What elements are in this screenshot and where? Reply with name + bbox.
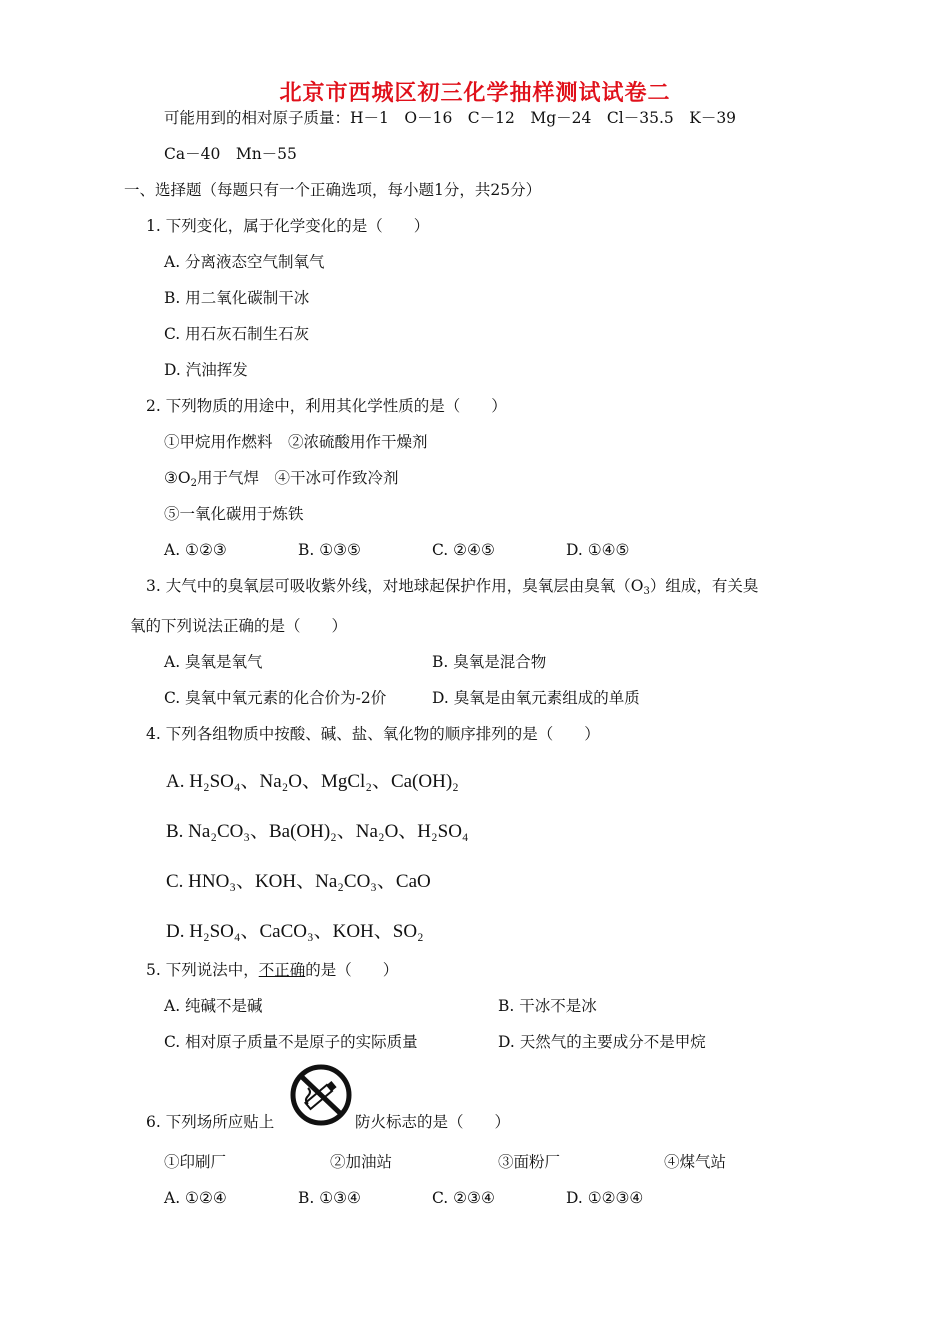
- q6-item-3: ③面粉厂: [498, 1153, 561, 1171]
- q2-option-b: B. ①③⑤: [298, 541, 361, 559]
- q2-option-d: D. ①④⑤: [566, 541, 630, 559]
- q5-option-c: C. 相对原子质量不是原子的实际质量: [164, 1033, 418, 1051]
- q6-item-4: ④煤气站: [664, 1153, 727, 1171]
- q6-stem-post: 防火标志的是（ ）: [355, 1113, 511, 1131]
- q5-option-a: A. 纯碱不是碱: [164, 997, 263, 1015]
- q3-option-b: B. 臭氧是混合物: [432, 653, 547, 671]
- q2-option-c: C. ②④⑤: [432, 541, 495, 559]
- section-heading: 一、选择题（每题只有一个正确选项，每小题1分，共25分）: [124, 181, 542, 199]
- q2-item-2: $③O_2$用于气焊 ④干冰可作致冷剂: [164, 469, 399, 489]
- q1-option-d: D. 汽油挥发: [164, 361, 248, 379]
- q1-option-c: C. 用石灰石制生石灰: [164, 325, 310, 343]
- q6-stem-pre: 6. 下列场所应贴上: [146, 1113, 275, 1131]
- q6-option-b: B. ①③④: [298, 1189, 361, 1207]
- q5-stem: 5. 下列说法中，不正确的是（ ）: [146, 961, 399, 979]
- q4-option-d: D. H₂SO₄、CaCO₃、KOH、SO₂: [166, 921, 424, 942]
- q4-option-b: B. Na₂CO₃、Ba(OH)₂、Na₂O、H₂SO₄: [166, 821, 469, 842]
- atomic-mass-line-1: 可能用到的相对原子质量：H－1 O－16 C－12 Mg－24 Cl－35.5 K－39: [164, 109, 737, 127]
- q3-stem-line-1: 3. 大气中的臭氧层可吸收紫外线，对地球起保护作用，臭氧层由臭氧$(O_3)$组成，有关臭: [146, 577, 759, 597]
- q6-option-a: A. ①②④: [164, 1189, 227, 1207]
- page-title: 北京市西城区初三化学抽样测试试卷二: [279, 80, 671, 106]
- q2-option-a: A. ①②③: [164, 541, 227, 559]
- q6-item-1: ①印刷厂: [164, 1153, 227, 1171]
- q4-option-a: A. H₂SO₄、Na₂O、MgCl₂、Ca(OH)₂: [166, 771, 459, 792]
- q2-stem: 2. 下列物质的用途中，利用其化学性质的是（ ）: [146, 397, 507, 415]
- q5-option-b: B. 干冰不是冰: [498, 997, 597, 1015]
- no-smoking-sign-icon: [290, 1064, 352, 1126]
- q1-stem: 1. 下列变化，属于化学变化的是（ ）: [146, 217, 430, 235]
- q2-item-3: ⑤一氧化碳用于炼铁: [164, 505, 304, 523]
- q4-stem: 4. 下列各组物质中按酸、碱、盐、氧化物的顺序排列的是（ ）: [146, 725, 600, 743]
- q1-option-a: A. 分离液态空气制氧气: [164, 253, 325, 271]
- q6-item-2: ②加油站: [330, 1153, 393, 1171]
- q2-item-1: ①甲烷用作燃料 ②浓硫酸用作干燥剂: [164, 433, 428, 451]
- q5-option-d: D. 天然气的主要成分不是甲烷: [498, 1033, 706, 1051]
- q6-option-d: D. ①②③④: [566, 1189, 644, 1207]
- atomic-mass-line-2: Ca－40 Mn－55: [164, 145, 297, 163]
- q3-option-d: D. 臭氧是由氧元素组成的单质: [432, 689, 640, 707]
- q3-option-c: C. 臭氧中氧元素的化合价为-2价: [164, 689, 387, 707]
- underlined-keyword: 不正确: [258, 961, 306, 979]
- q1-option-b: B. 用二氧化碳制干冰: [164, 289, 310, 307]
- q4-option-c: C. HNO₃、KOH、Na₂CO₃、CaO: [166, 871, 431, 892]
- q3-stem-line-2: 氧的下列说法正确的是（ ）: [130, 617, 348, 635]
- q6-option-c: C. ②③④: [432, 1189, 495, 1207]
- q3-option-a: A. 臭氧是氧气: [164, 653, 263, 671]
